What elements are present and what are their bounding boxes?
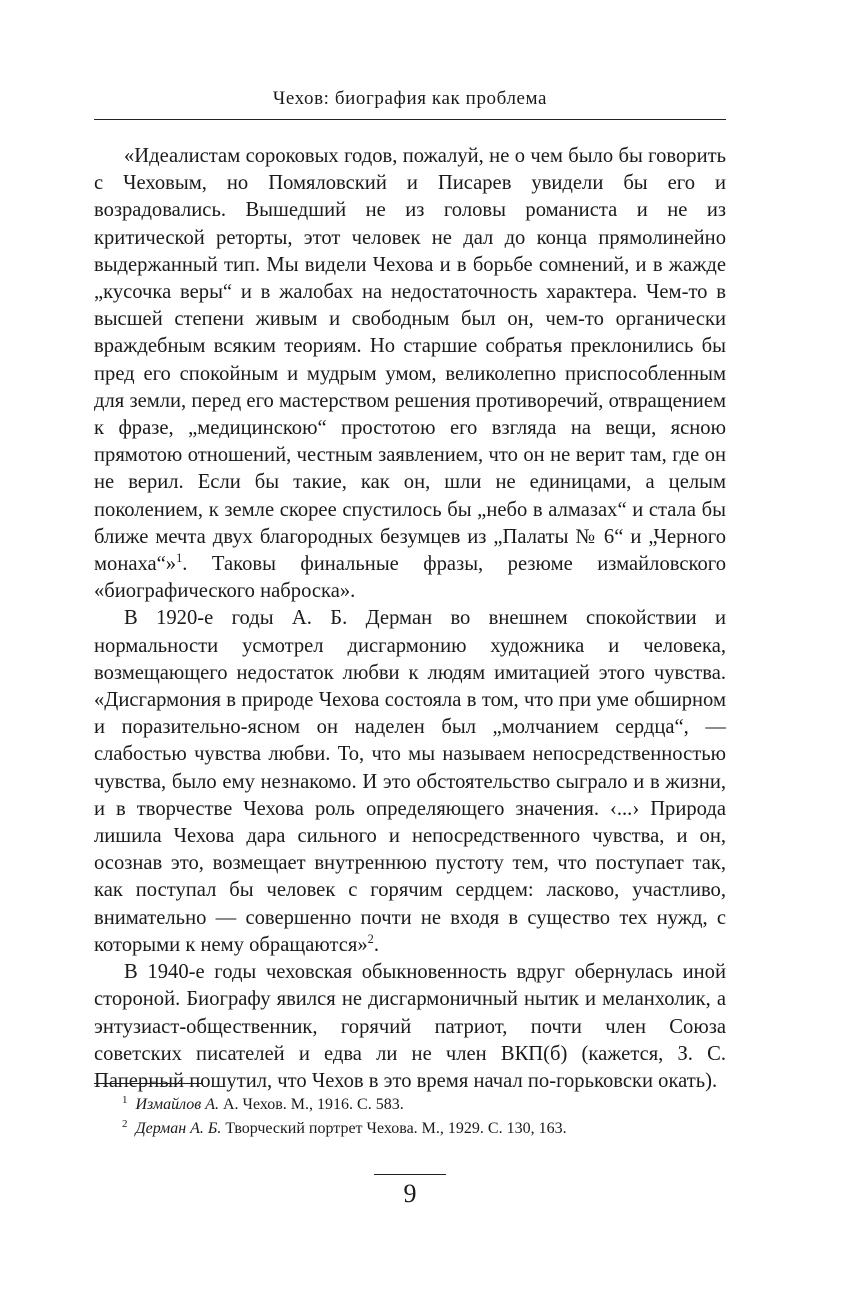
paragraph-text: В 1920-е годы А. Б. Дерман во внешнем спокойствии и нормальности усмотрел дисгармонию художника и человека, возмещающего недостаток любви к людям имитацией этого чувства. «Дисгармония в природе Чехова состояла в том, что при уме обширном и поразительно-ясном он наделен был „молчанием сердца“, — слабостью чувства любви. То, что мы называем непосредственностью чувства, было ему незнакомо. И это обстоятельство сыграло и в жизни, и в творчестве Чехова роль определяющего значения. ‹...› Природа лишила Чехова дара сильного и непосредственного чувства, и он, осознав это, возмещает внутреннюю пустоту тем, что поступает так, как поступал бы человек с горячим сердцем: ласково, участливо, внимательно — совершенно почти не входя в существо тех нужд, с которыми к нему обращаются»: [94, 607, 726, 956]
footnotes: [94, 1093, 726, 1141]
footnote-1: [94, 1093, 726, 1117]
running-head: Чехов: биография как проблема: [272, 88, 548, 109]
paragraph-2: [94, 605, 726, 959]
paragraph-text: «Идеалистам сороковых годов, пожалуй, не о чем было бы говорить с Чеховым, но Помяловский и Писарев увидели бы его и возрадовались. Вышедший не из головы романиста и не из критической реторты, этот человек не дал до конца прямолинейно выдержанный тип. Мы видели Чехова и в борьбе сомнений, и в жажде „кусочка веры“ и в жалобах на недостаточность характера. Чем-то в высшей степени живым и свободным был он, чем-то органически враждебным всяким теориям. Но старшие собратья преклонились бы пред его спокойным и мудрым умом, великолепно приспособленным для земли, перед его мастерством решения противоречий, отвращением к фразе, „медицинскою“ простотою его взгляда на вещи, ясною прямотою отношений, честным заявлением, что он не верит там, где он не верил. Если бы такие, как он, шли не единицами, а целым поколением, к земле скорее спустилось бы „небо в алмазах“ и стала бы ближе мечта двух благородных безумцев из „Палаты № 6“ и „Черного монаха“»: [94, 145, 726, 576]
footnote-author: Дерман А. Б.: [135, 1120, 222, 1137]
footnote-ref-2: 2: [367, 932, 374, 947]
footnote-number: 1: [122, 1093, 128, 1106]
paragraph-text: В 1940-е годы чеховская обыкновенность вдруг обернулась иной стороной. Биографу явился не дисгармоничный нытик и меланхолик, а энтузиаст-общественник, горячий патриот, почти член Союза советских писателей и едва ли не член ВКП(б) (кажется, З. С. Паперный пошутил, что Чехов в это время начал по-горьковски окать).: [94, 961, 726, 1092]
page-number-rule: [374, 1174, 446, 1175]
paragraph-1: [94, 143, 726, 605]
page-number: 9: [403, 1179, 417, 1208]
footnote-author: Измайлов А.: [135, 1096, 219, 1113]
footnote-ref-1: 1: [176, 551, 183, 566]
body-text: [94, 143, 726, 1095]
paragraph-tail: . Таковы финальные фразы, резюме измайловского «биографического наброска».: [94, 553, 726, 603]
footnote-number: 2: [122, 1117, 128, 1130]
footnote-2: [94, 1117, 726, 1141]
footnote-source: Творческий портрет Чехова. М., 1929. С. 130, 163.: [221, 1120, 567, 1137]
running-head-rule: [94, 119, 726, 120]
paragraph-3: [94, 959, 726, 1095]
footnote-separator: [94, 1083, 202, 1084]
paragraph-tail: .: [373, 933, 379, 956]
footnote-source: А. Чехов. М., 1916. С. 583.: [219, 1096, 404, 1113]
